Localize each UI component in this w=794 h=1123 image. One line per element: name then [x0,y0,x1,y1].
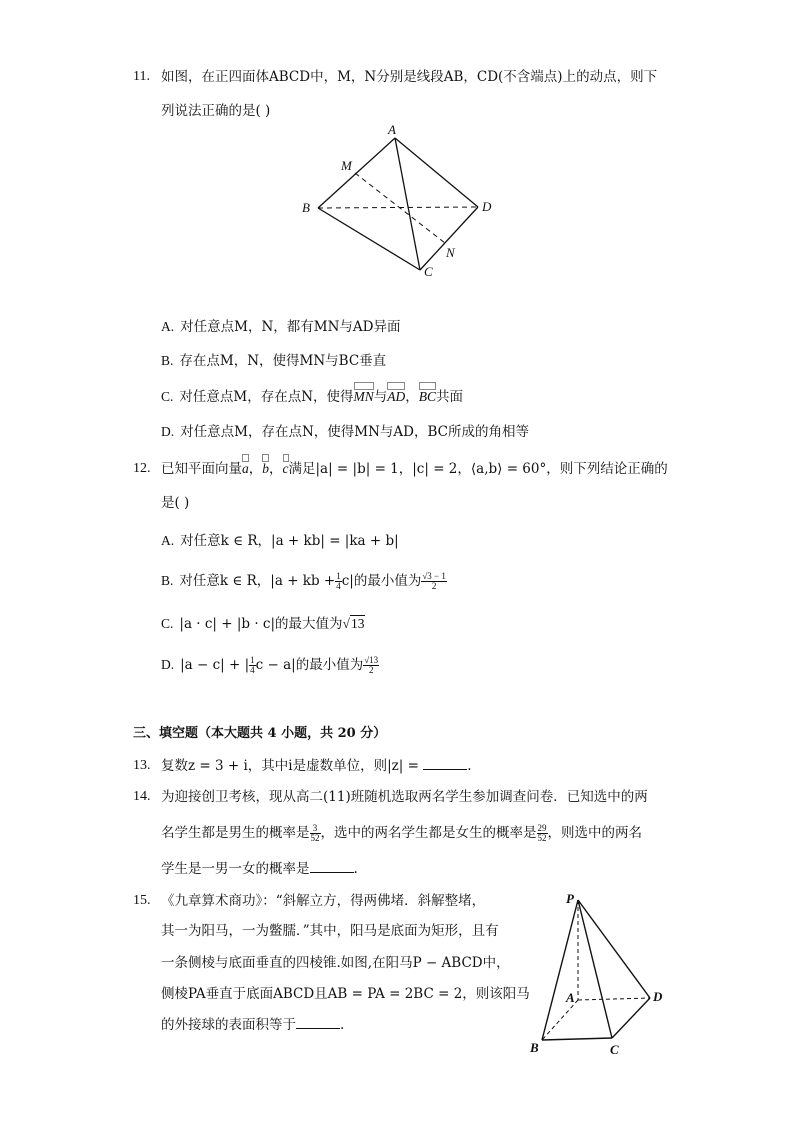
q12-stem-line1: 已知平面向量a，b，c满足|a| = |b| = 1，|c| = 2，⟨a,b⟩ = 60°，则下列结论正确的 [161,461,668,477]
q15-line5: 的外接球的表面积等于 . [161,1017,345,1033]
q13-number: 13. [133,758,151,773]
label-D: D [653,989,663,1004]
q14-line3: 学生是一男一女的概率是 . [161,861,358,877]
tetrahedron-figure [290,118,510,288]
q12-option-c: C. |a · c| + |b · c|的最大值为√13 [161,616,365,632]
fraction-one-quarter: $\frac{1}{4}$ [336,571,341,591]
fraction-min-value: $\frac{√13}{2}$ [364,655,379,675]
edge-BC [542,1038,612,1040]
edge-BD-hidden [318,207,478,208]
fraction-min-value: $\frac{√3 - 1}{2}$ [422,571,446,591]
label-A: A [388,122,396,137]
edge-BC [318,208,420,270]
label-C: C [424,264,433,279]
label-P: P [566,891,574,906]
label-N: N [446,245,455,260]
q11-option-b: B. 存在点M，N，使得MN与BC垂直 [161,353,387,369]
label-B: B [302,200,310,215]
pyramid-figure [520,888,670,1058]
edge-CD [612,998,650,1038]
sqrt-13: √13 [342,616,365,631]
q15-line2: 其一为阳马，一为鳖臑．”其中，阳马是底面为矩形，且有 [161,923,499,939]
label-A: A [566,990,575,1005]
edge-PC [578,900,612,1038]
edge-AD [395,138,478,207]
label-C: C [610,1042,619,1057]
probability-girls: $\frac{29}{52}$ [537,823,547,843]
q11-option-d: D. 对任意点M，存在点N，使得MN与AD，BC所成的角相等 [161,424,529,440]
answer-blank[interactable] [423,757,467,770]
answer-blank[interactable] [296,1016,340,1029]
edge-CD [420,207,478,270]
fraction-one-quarter: $\frac{1}{4}$ [250,655,255,675]
section-fill-in-title: 三、填空题（本大题共 4 小题，共 20 分） [133,726,387,741]
q12-option-a: A. 对任意k ∈ R，|a + kb| = |ka + b| [161,533,399,549]
q12-option-d: D. |a − c| + | $\frac{1}{4}$ c − a|的最小值为 $\frac{√13}{2}$ [161,655,379,675]
edge-AC [395,138,420,270]
label-B: B [530,1040,539,1055]
edge-AD-hidden [578,998,650,1000]
q11-option-c: C. 对任意点M，存在点N，使得MN与AD，BC共面 [161,389,464,405]
answer-blank[interactable] [310,860,354,873]
q12-stem-line2: 是( ) [161,495,190,511]
q14-number: 14. [133,789,151,804]
q11-option-a: A. 对任意点M，N，都有MN与AD异面 [161,319,401,335]
edge-PB [542,900,578,1040]
q12-option-b: B. 对任意k ∈ R，|a + kb + $\frac{1}{4}$ c|的最小值为 $\frac{√3 - 1}{2}$ [161,571,446,591]
label-D: D [482,199,492,214]
q14-line2: 名学生都是男生的概率是 $\frac{3}{52}$ ，选中的两名学生都是女生的概率是 $\frac{29}{52}$ ，则选中的两名 [161,823,642,843]
q15-line4: 侧棱PA垂直于底面ABCD且AB = PA = 2BC = 2，则该阳马 [161,986,530,1002]
q15-line3: 一条侧棱与底面垂直的四棱锥.如图,在阳马P − ABCD中， [161,955,510,971]
q15-line1: 《九章算术商功》：“斜解立方，得两佛堵．斜解整堵， [161,893,486,909]
q11-number: 11. [133,69,150,84]
edge-PD [578,900,650,998]
segment-MN [355,173,445,243]
q11-stem-line1: 如图，在正四面体ABCD中，M，N分别是线段AB，CD(不含端点)上的动点，则下 [161,69,658,85]
probability-boys: $\frac{3}{52}$ [310,823,320,843]
q15-number: 15. [133,893,151,908]
q14-line1: 为迎接创卫考核，现从高二(11)班随机选取两名学生参加调查问卷．已知选中的两 [161,789,648,805]
label-M: M [341,158,352,173]
edge-AB [318,138,395,208]
q12-number: 12. [133,461,151,476]
q11-stem-line2: 列说法正确的是( ) [161,103,271,119]
q13-text: 复数z = 3 + i，其中i是虚数单位，则|z| = . [161,758,472,774]
